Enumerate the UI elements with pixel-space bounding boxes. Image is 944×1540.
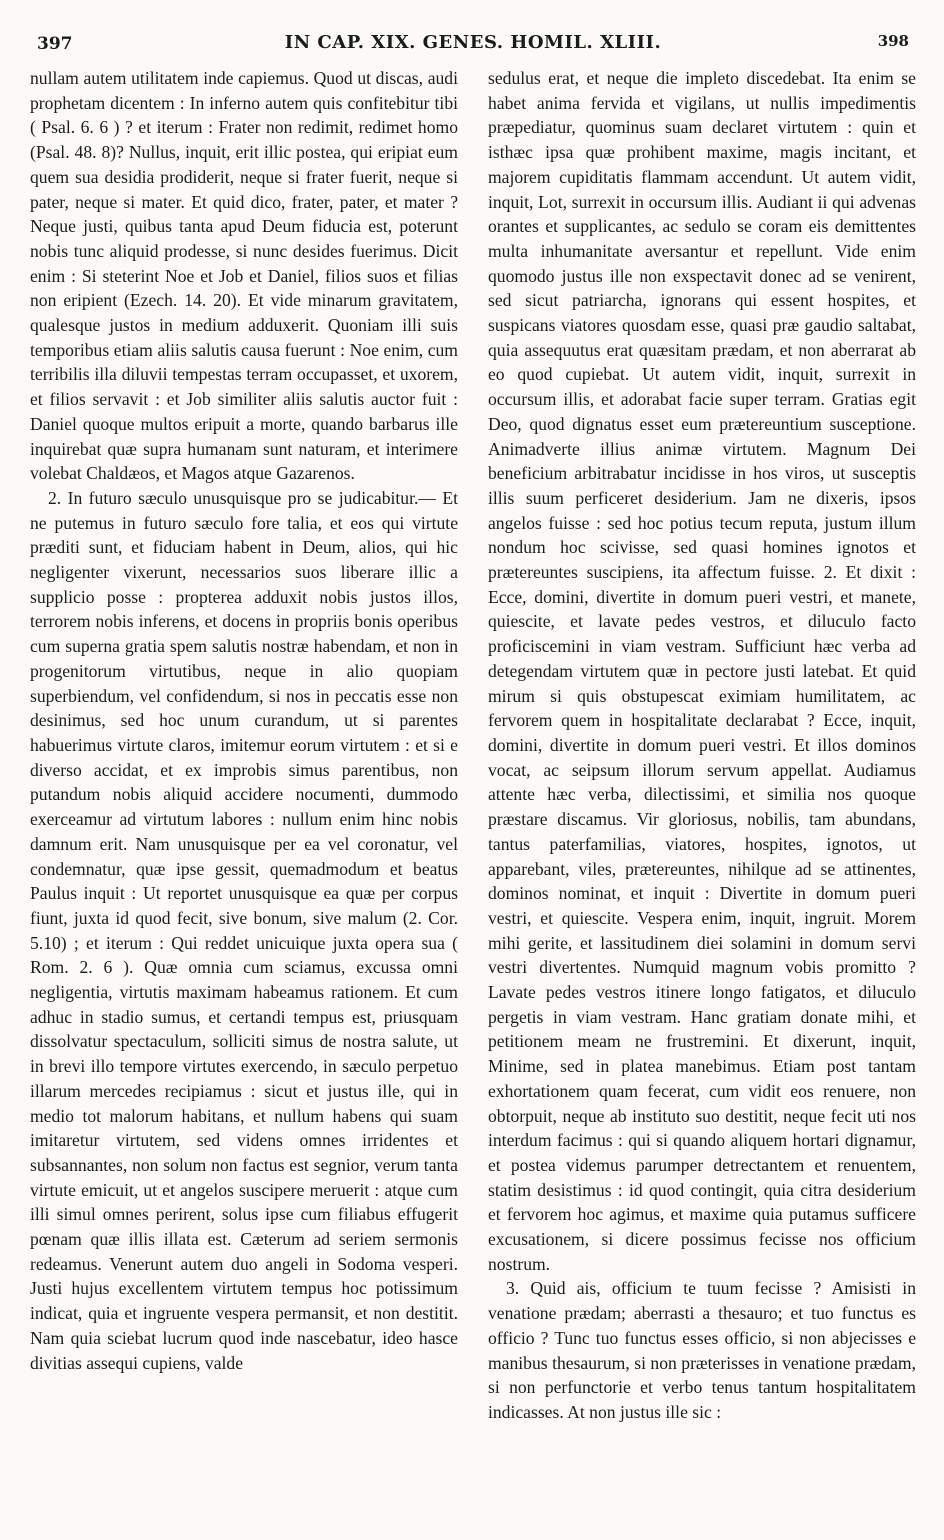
paragraph: sedulus erat, et neque die impleto discedebat. Ita enim se habet anima fervida et vigilans, ut nullis impedimentis præpediatur, quominus suam declaret virtutem : quin et isthæc ipsa quæ prohibent maxime, magis incitant, et majorem cupiditatis flammam accendunt. Ut autem vidit, inquit, Lot, surrexit in occursum illis. Audiant ii qui advenas orantes et supplicantes, ac sedulo se coram eis demittentes multa inhumanitate aversantur et repellunt. Vide enim quomodo justus ille non exspectavit donec ad se venirent, sed sicut patriarcha, ignorans qui essent hospites, et suspicans viatores quosdam esse, quasi præ gaudio saltabat, quia assequutus erat quæsitam prædam, et non aberrarat ab eo quod cupiebat. Ut autem vidit, inquit, surrexit in occursum illis, et adorabat facie super terram. Gratias egit Deo, quod dignatus esset eum prætereuntium susceptione. Animadverte illius animæ virtutem. Magnum Dei beneficium arbitrabatur incidisse in hos viros, ut susceptis illis suum perficeret desiderium. Jam ne dixeris, ipsos angelos fuisse : sed hoc potius tecum reputa, justum illum nondum hoc scivisse, sed quasi homines ignotos et prætereuntes suscipiens, ita affectum fuisse. 2. Et dixit : Ecce, domini, divertite in domum pueri vestri, et manete, quiescite, et lavate pedes vestros, et diluculo facto proficiscemini in viam vestram. Sufficiunt hæc verba ad detegendam virtutem quæ in pectore justi latebat. Et quid mirum si quis obstupescat eximiam humilitatem, ac fervorem quem in hospitalitate declarabat ? Ecce, inquit, domini, divertite in domum pueri vestri. Et illos dominos vocat, ac seipsum illorum servum appellat. Audiamus attente hæc verba, dilectissimi, et similia nos quoque præstare discamus. Vir gloriosus, nobilis, tam abundans, tantus paterfamilias, viatores, hospites, ignotos, ut apparebant, viles, prætereuntes, nihilque ad se attinentes, dominos nominat, et inquit : Divertite in domum pueri vestri, et quiescite. Vespera enim, inquit, ingruit. Morem mihi gerite, et lassitudinem diei solamini in domum servi vestri divertentes. Numquid magnum vobis promitto ? Lavate pedes vestros itinere longo fatigatos, et diluculo pergetis in viam vestram. Hanc gratiam donate mihi, et petitionem meam ne frustremini. Et dixerunt, inquit, Minime, sed in platea manebimus. Etiam post tantam exhortationem quam fecerat, cum vidit eos renuere, non obtorpuit, neque ab instituto suo destitit, neque fecit uti nos interdum facimus : qui si quando aliquem hortari dignamur, et postea videmus parumper detrectantem et renuentem, statim desistimus : id quod contingit, quia citra desiderium et fervorem hoc agimus, et maxime quia putamus sufficere excusationem, si dicere possimus fecisse nos officium nostrum. (488, 68, 916, 1274)
paragraph: 2. In futuro sæculo unusquisque pro se judicabitur.— Et ne putemus in futuro sæculo fore talia, et eos qui virtute præditi sunt, et fiduciam habent in Deum, alios, qui hic negligenter vixerunt, necessarios suos liberare illic a supplicio posse : propterea adduxit nobis justos illos, terrorem nobis inferens, et docens in propriis bonis operibus cum superna gratia spem salutis nostræ habendam, et non in progenitorum virtutibus, neque in alio quopiam superbiendum, vel confidendum, si nos in peccatis esse non desinimus, sed hoc unum curandum, ut si parentes habuerimus virtute claros, imitemur eorum virtutem : et si e diverso accidat, et ex improbis simus parentibus, non putandum nobis aliquid accidere nocumenti, dummodo exerceamur ad virtutum labores : nullum enim hinc nobis damnum erit. Nam unusquisque per ea vel coronatur, vel condemnatur, quæ ipse gessit, quemadmodum et beatus Paulus inquit : Ut reportet unusquisque ea quæ per corpus fiunt, juxta id quod fecit, sive bonum, sive malum (2. Cor. 5.10) ; et iterum : Qui reddet unicuique juxta opera sua ( Rom. 2. 6 ). Quæ omnia cum sciamus, excussa omni negligentia, virtutis maximam habeamus rationem. Et cum adhuc in stadio sumus, et certandi tempus est, priusquam dissolvatur spectaculum, solliciti simus de nostra salute, ut in brevi illo tempore virtutes exercendo, in sæculo perpetuo illarum mercedes recipiamus : sicut et justus ille, qui in medio tot malorum habitans, et nullum habens qui suam imitaretur virtutem, sed videns omnes irridentes et subsannantes, non solum non factus est segnior, verum tanta virtute emicuit, ut et angelos suscipere meruerit : atque cum illi simul omnes perirent, solus ipse cum filiabus effugerit pœnam quæ illis illata est. Cæterum ad seriem sermonis redeamus. Venerunt autem duo angeli in Sodoma vesperi. Justi hujus excellentem virtutem tempus hoc potissimum indicat, quia et ingruente vespera permansit, et non destitit. Nam quia sciebat lucrum quod inde nascebatur, ideo hasce divitias assequi cupiens, valde (30, 487, 458, 1373)
right-column (488, 66, 916, 1425)
text-columns (30, 66, 916, 1425)
page-number-left: 397 (37, 34, 73, 54)
running-title: IN CAP. XIX. GENES. HOMIL. XLIII. (284, 32, 662, 53)
page-number-right: 398 (877, 32, 909, 50)
left-column (30, 66, 458, 1425)
running-header (30, 30, 916, 66)
paragraph: 3. Quid ais, officium te tuum fecisse ? Amisisti in venatione prædam; aberrasti a thesauro; et tuo functus es officio ? Tunc tuo functus esses officio, si non abjecisses e manibus thesaurum, si non præterisses in venatione prædam, si non perfunctorie et verbo tenus tantum hospitalitatem indicasses. At non justus ille sic : (488, 1278, 916, 1422)
paragraph: nullam autem utilitatem inde capiemus. Quod ut discas, audi prophetam dicentem : In inferno autem quis confitebitur tibi ( Psal. 6. 6 ) ? et iterum : Frater non redimit, redimet homo (Psal. 48. 8)? Nullus, inquit, erit illic postea, qui eripiat eum quem sua desidia prodiderit, neque si frater fuerit, neque si pater, neque si mater. Et quid dico, frater, pater, et mater ? Neque justi, quibus tanta apud Deum fiducia est, poterunt nobis tunc aliquid prodesse, si nunc desides fuerimus. Dicit enim : Si steterint Noe et Job et Daniel, filios suos et filias non eripient (Ezech. 14. 20). Et vide minarum gravitatem, qualesque justos in medium adduxerit. Quoniam illi suis temporibus etiam aliis salutis causa fuerunt : Noe enim, cum terribilis illa diluvii tempestas terram occupasset, et uxorem, et filios servavit : et Job similiter aliis salutis auctor fuit : Daniel quoque multos eripuit a morte, quando barbarus ille inquirebat quæ supra humanam sunt naturam, et interimere volebat Chaldæos, et Magos atque Gazarenos. (30, 68, 458, 484)
